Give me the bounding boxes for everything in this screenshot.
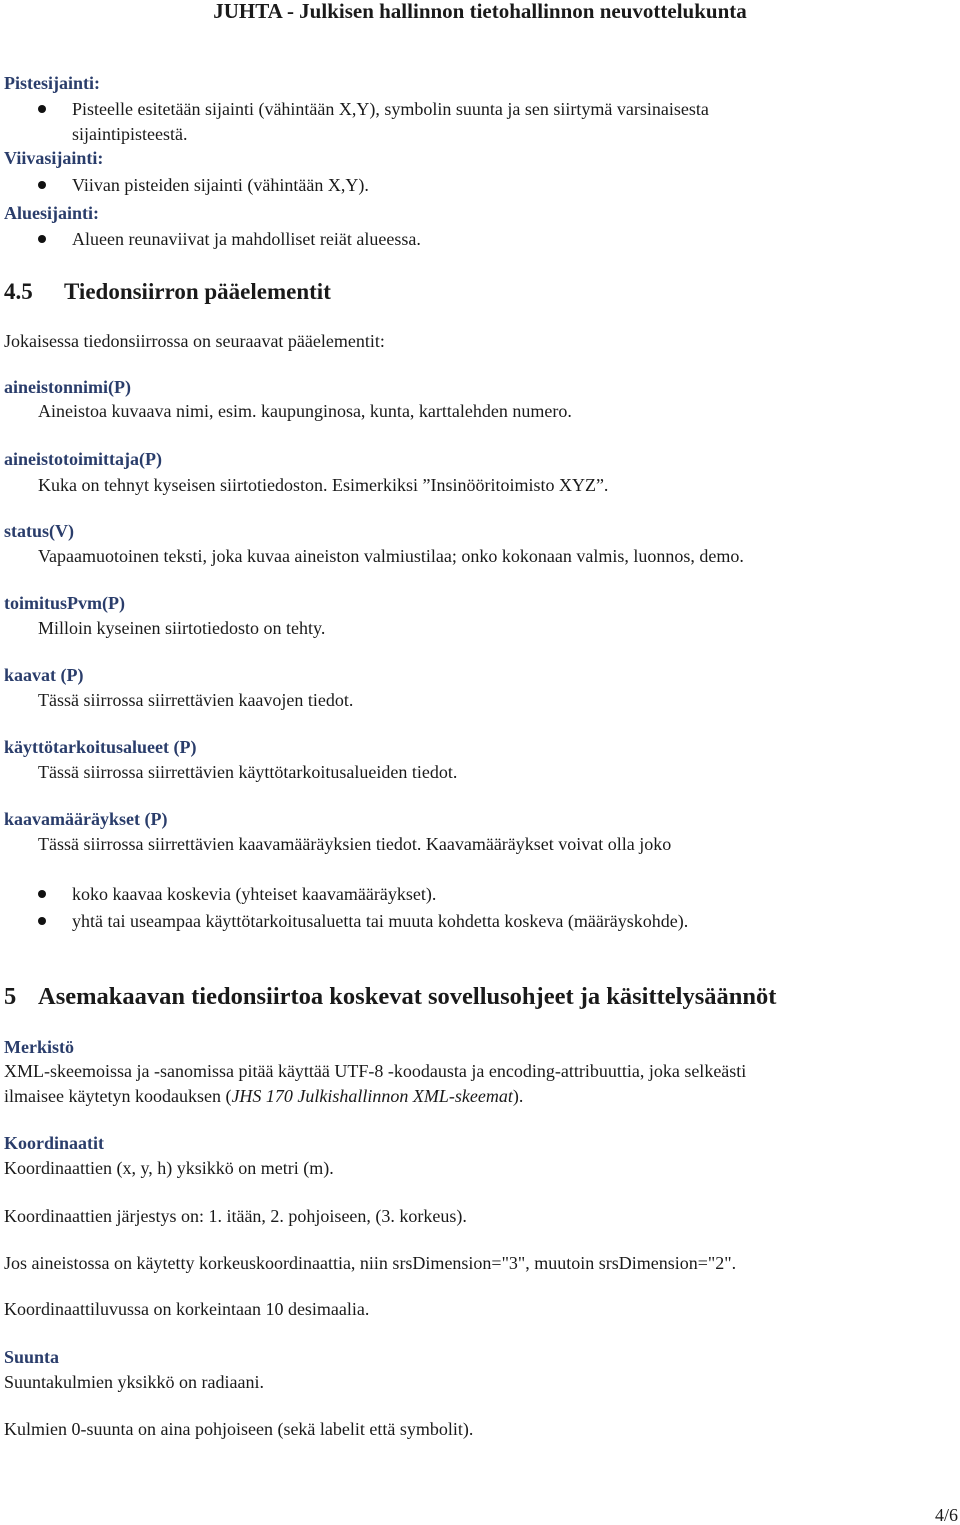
- point-location-label: Pistesijainti:: [4, 73, 100, 93]
- koordinaatit-heading: Koordinaatit: [4, 1133, 105, 1153]
- suunta-text-2: Kulmien 0-suunta on aina pohjoiseen (sekä labelit että symbolit).: [4, 1419, 474, 1439]
- section-title: Tiedonsiirron pääelementit: [64, 279, 331, 304]
- element-description: Aineistoa kuvaava nimi, esim. kaupunginosa, kunta, karttalehden numero.: [38, 401, 572, 421]
- section-title: Asemakaavan tiedonsiirtoa koskevat sovellusohjeet ja käsittelysäännöt: [38, 983, 777, 1010]
- element-description: Tässä siirrossa siirrettävien kaavojen tiedot.: [38, 690, 354, 710]
- bullet-icon: [38, 890, 46, 898]
- koordinaatit-text-2: Koordinaattien järjestys on: 1. itään, 2. pohjoiseen, (3. korkeus).: [4, 1206, 467, 1226]
- line-location-label: Viivasijainti:: [4, 148, 104, 168]
- reference-title: JHS 170 Julkishallinnon XML-skeemat: [231, 1086, 513, 1106]
- suunta-text-1: Suuntakulmien yksikkö on radiaani.: [4, 1372, 264, 1392]
- suunta-heading: Suunta: [4, 1347, 60, 1367]
- bullet-icon: [38, 235, 46, 243]
- element-name: käyttötarkoitusalueet (P): [4, 737, 197, 757]
- merkisto-text-2: [4, 1085, 523, 1107]
- section-5-heading: [4, 983, 776, 1011]
- point-location-text-1: Pisteelle esitetään sijainti (vähintään X,Y), symbolin suunta ja sen siirtymä varsinaisesta: [72, 99, 709, 119]
- element-name: aineistonnimi(P): [4, 377, 132, 397]
- element-description: Milloin kyseinen siirtotiedosto on tehty.: [38, 618, 326, 638]
- section-45-intro: Jokaisessa tiedonsiirrossa on seuraavat pääelementit:: [4, 331, 385, 351]
- element-description: Kuka on tehnyt kyseisen siirtotiedoston. Esimerkiksi ”Insinööritoimisto XYZ”.: [38, 475, 609, 495]
- list-item: yhtä tai useampaa käyttötarkoitusaluetta tai muuta kohdetta koskeva (määräyskohde).: [72, 911, 689, 931]
- element-name: aineistotoimittaja(P): [4, 449, 162, 469]
- bullet-icon: [38, 917, 46, 925]
- merkisto-heading: Merkistö: [4, 1037, 74, 1057]
- merkisto-text-1: XML-skeemoissa ja -sanomissa pitää käyttää UTF-8 -koodausta ja encoding-attribuuttia, joka selkeästi: [4, 1061, 747, 1081]
- element-name: kaavamääräykset (P): [4, 809, 168, 829]
- section-number: 5: [4, 983, 17, 1010]
- element-name: toimitusPvm(P): [4, 593, 125, 613]
- list-item: koko kaavaa koskevia (yhteiset kaavamääräykset).: [72, 884, 437, 904]
- bullet-icon: [38, 181, 46, 189]
- section-number: 4.5: [4, 279, 33, 304]
- line-location-text: Viivan pisteiden sijainti (vähintään X,Y).: [72, 175, 369, 195]
- koordinaatit-text-1: Koordinaattien (x, y, h) yksikkö on metri (m).: [4, 1158, 334, 1178]
- bullet-icon: [38, 105, 46, 113]
- text-fragment: ).: [512, 1086, 524, 1106]
- element-description: Vapaamuotoinen teksti, joka kuvaa aineiston valmiustilaa; onko kokonaan valmis, luonnos, demo.: [38, 546, 744, 566]
- element-name: kaavat (P): [4, 665, 84, 685]
- area-location-label: Aluesijainti:: [4, 203, 100, 223]
- koordinaatit-text-4: Koordinaattiluvussa on korkeintaan 10 desimaalia.: [4, 1299, 370, 1319]
- koordinaatit-text-3: Jos aineistossa on käytetty korkeuskoordinaattia, niin srsDimension="3", muutoin srsDimension="2".: [4, 1253, 737, 1273]
- page-number: 4/6: [934, 1505, 958, 1525]
- element-description: Tässä siirrossa siirrettävien kaavamääräyksien tiedot. Kaavamääräykset voivat olla joko: [38, 834, 672, 854]
- element-name: status(V): [4, 521, 74, 541]
- element-description: Tässä siirrossa siirrettävien käyttötarkoitusalueiden tiedot.: [38, 762, 458, 782]
- section-45-heading: [4, 279, 331, 305]
- text-fragment: ilmaisee käytetyn koodauksen (: [4, 1086, 232, 1106]
- page-header: JUHTA - Julkisen hallinnon tietohallinnon neuvottelukunta: [213, 0, 747, 23]
- point-location-text-2: sijaintipisteestä.: [72, 124, 188, 144]
- area-location-text: Alueen reunaviivat ja mahdolliset reiät alueessa.: [72, 229, 421, 249]
